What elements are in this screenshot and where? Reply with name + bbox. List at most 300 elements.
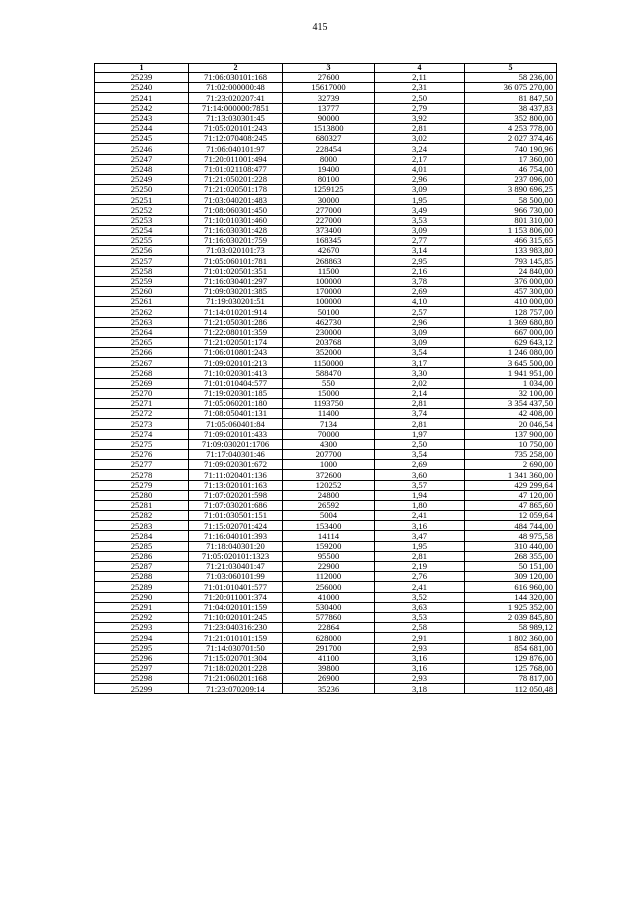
table-row — [95, 623, 557, 633]
row-number-cell: 25241 — [95, 93, 189, 103]
value-cell: 2 027 374,46 — [465, 134, 557, 144]
rate-cell: 2,19 — [375, 562, 465, 572]
value-cell: 58 989,12 — [465, 623, 557, 633]
area-cell: 95500 — [283, 551, 375, 561]
value-cell: 484 744,00 — [465, 521, 557, 531]
value-cell: 32 100,00 — [465, 388, 557, 398]
value-cell: 352 800,00 — [465, 113, 557, 123]
area-cell: 256000 — [283, 582, 375, 592]
row-number-cell: 25294 — [95, 633, 189, 643]
table-row — [95, 511, 557, 521]
value-cell: 42 408,00 — [465, 409, 557, 419]
table-row — [95, 103, 557, 113]
table-row — [95, 562, 557, 572]
area-cell: 39800 — [283, 663, 375, 673]
table-row — [95, 480, 557, 490]
cadastral-number-cell: 71:03:040201:483 — [189, 195, 283, 205]
rate-cell: 2,58 — [375, 623, 465, 633]
table-header-row — [95, 64, 557, 73]
row-number-cell: 25291 — [95, 602, 189, 612]
value-cell: 3 645 500,00 — [465, 358, 557, 368]
row-number-cell: 25254 — [95, 225, 189, 235]
rate-cell: 2,41 — [375, 511, 465, 521]
area-cell: 168345 — [283, 236, 375, 246]
rate-cell: 3,54 — [375, 348, 465, 358]
area-cell: 207700 — [283, 449, 375, 459]
row-number-cell: 25262 — [95, 307, 189, 317]
cadastral-number-cell: 71:14:000000:7851 — [189, 103, 283, 113]
cadastral-number-cell: 71:02:000000:48 — [189, 83, 283, 93]
rate-cell: 2,16 — [375, 266, 465, 276]
table-row — [95, 73, 557, 83]
value-cell: 81 847,50 — [465, 93, 557, 103]
row-number-cell: 25259 — [95, 276, 189, 286]
area-cell: 1513800 — [283, 123, 375, 133]
area-cell: 30000 — [283, 195, 375, 205]
rate-cell: 2,96 — [375, 317, 465, 327]
area-cell: 372600 — [283, 470, 375, 480]
cadastral-number-cell: 71:10:020101:245 — [189, 612, 283, 622]
value-cell: 793 145,85 — [465, 256, 557, 266]
table-row — [95, 256, 557, 266]
table-row — [95, 378, 557, 388]
value-cell: 410 000,00 — [465, 297, 557, 307]
row-number-cell: 25274 — [95, 429, 189, 439]
rate-cell: 2,41 — [375, 582, 465, 592]
value-cell: 1 034,00 — [465, 378, 557, 388]
table-row — [95, 297, 557, 307]
area-cell: 159200 — [283, 541, 375, 551]
table-row — [95, 460, 557, 470]
area-cell: 41000 — [283, 592, 375, 602]
row-number-cell: 25290 — [95, 592, 189, 602]
row-number-cell: 25250 — [95, 185, 189, 195]
value-cell: 48 975,58 — [465, 531, 557, 541]
table-row — [95, 83, 557, 93]
rate-cell: 2,02 — [375, 378, 465, 388]
value-cell: 1 341 360,00 — [465, 470, 557, 480]
area-cell: 462730 — [283, 317, 375, 327]
row-number-cell: 25295 — [95, 643, 189, 653]
row-number-cell: 25280 — [95, 490, 189, 500]
area-cell: 550 — [283, 378, 375, 388]
table-row — [95, 195, 557, 205]
row-number-cell: 25245 — [95, 134, 189, 144]
cadastral-number-cell: 71:08:060301:450 — [189, 205, 283, 215]
table-row — [95, 653, 557, 663]
table-row — [95, 439, 557, 449]
value-cell: 457 300,00 — [465, 286, 557, 296]
cadastral-number-cell: 71:20:011001:374 — [189, 592, 283, 602]
area-cell: 227000 — [283, 215, 375, 225]
value-cell: 112 050,48 — [465, 684, 557, 694]
value-cell: 735 258,00 — [465, 449, 557, 459]
value-cell: 17 360,00 — [465, 154, 557, 164]
rate-cell: 4,01 — [375, 164, 465, 174]
area-cell: 14114 — [283, 531, 375, 541]
area-cell: 15000 — [283, 388, 375, 398]
area-cell: 170000 — [283, 286, 375, 296]
value-cell: 2 039 845,80 — [465, 612, 557, 622]
cadastral-number-cell: 71:21:030401:47 — [189, 562, 283, 572]
value-cell: 1 925 352,00 — [465, 602, 557, 612]
column-header-3: 3 — [283, 64, 375, 73]
table-row — [95, 409, 557, 419]
value-cell: 629 643,12 — [465, 337, 557, 347]
rate-cell: 3,54 — [375, 449, 465, 459]
area-cell: 41100 — [283, 653, 375, 663]
value-cell: 137 900,00 — [465, 429, 557, 439]
rate-cell: 2,81 — [375, 123, 465, 133]
area-cell: 577860 — [283, 612, 375, 622]
cadastral-number-cell: 71:17:040301:46 — [189, 449, 283, 459]
row-number-cell: 25240 — [95, 83, 189, 93]
value-cell: 38 437,83 — [465, 103, 557, 113]
area-cell: 19400 — [283, 164, 375, 174]
area-cell: 70000 — [283, 429, 375, 439]
area-cell: 588470 — [283, 368, 375, 378]
area-cell: 8000 — [283, 154, 375, 164]
value-cell: 10 750,00 — [465, 439, 557, 449]
row-number-cell: 25249 — [95, 174, 189, 184]
row-number-cell: 25276 — [95, 449, 189, 459]
cadastral-number-cell: 71:07:030201:686 — [189, 500, 283, 510]
rate-cell: 3,47 — [375, 531, 465, 541]
rate-cell: 3,53 — [375, 215, 465, 225]
rate-cell: 3,16 — [375, 653, 465, 663]
table-row — [95, 531, 557, 541]
table-row — [95, 174, 557, 184]
area-cell: 11400 — [283, 409, 375, 419]
value-cell: 309 120,00 — [465, 572, 557, 582]
cadastral-number-cell: 71:09:030201:385 — [189, 286, 283, 296]
rate-cell: 3,52 — [375, 592, 465, 602]
value-cell: 58 500,00 — [465, 195, 557, 205]
cadastral-number-cell: 71:08:050401:131 — [189, 409, 283, 419]
value-cell: 4 253 778,00 — [465, 123, 557, 133]
row-number-cell: 25263 — [95, 317, 189, 327]
rate-cell: 2,69 — [375, 460, 465, 470]
row-number-cell: 25247 — [95, 154, 189, 164]
rate-cell: 3,14 — [375, 246, 465, 256]
row-number-cell: 25296 — [95, 653, 189, 663]
rate-cell: 2,17 — [375, 154, 465, 164]
table-row — [95, 399, 557, 409]
area-cell: 373400 — [283, 225, 375, 235]
rate-cell: 3,30 — [375, 368, 465, 378]
row-number-cell: 25289 — [95, 582, 189, 592]
row-number-cell: 25268 — [95, 368, 189, 378]
area-cell: 5004 — [283, 511, 375, 521]
table-row — [95, 358, 557, 368]
cadastral-number-cell: 71:01:021108:477 — [189, 164, 283, 174]
value-cell: 58 236,00 — [465, 73, 557, 83]
value-cell: 966 730,00 — [465, 205, 557, 215]
row-number-cell: 25253 — [95, 215, 189, 225]
area-cell: 1000 — [283, 460, 375, 470]
table-row — [95, 388, 557, 398]
value-cell: 740 190,96 — [465, 144, 557, 154]
row-number-cell: 25260 — [95, 286, 189, 296]
row-number-cell: 25297 — [95, 663, 189, 673]
rate-cell: 4,10 — [375, 297, 465, 307]
cadastral-number-cell: 71:12:070408:245 — [189, 134, 283, 144]
row-number-cell: 25275 — [95, 439, 189, 449]
row-number-cell: 25264 — [95, 327, 189, 337]
area-cell: 628000 — [283, 633, 375, 643]
area-cell: 7134 — [283, 419, 375, 429]
cadastral-number-cell: 71:22:080101:359 — [189, 327, 283, 337]
area-cell: 15617000 — [283, 83, 375, 93]
area-cell: 26900 — [283, 674, 375, 684]
row-number-cell: 25298 — [95, 674, 189, 684]
area-cell: 50100 — [283, 307, 375, 317]
area-cell: 277000 — [283, 205, 375, 215]
value-cell: 47 120,00 — [465, 490, 557, 500]
table-row — [95, 134, 557, 144]
table-row — [95, 113, 557, 123]
rate-cell: 3,09 — [375, 225, 465, 235]
row-number-cell: 25242 — [95, 103, 189, 113]
value-cell: 801 310,00 — [465, 215, 557, 225]
rate-cell: 3,78 — [375, 276, 465, 286]
value-cell: 125 768,00 — [465, 663, 557, 673]
area-cell: 120252 — [283, 480, 375, 490]
cadastral-number-cell: 71:01:020501:351 — [189, 266, 283, 276]
column-header-4: 4 — [375, 64, 465, 73]
table-row — [95, 684, 557, 694]
rate-cell: 2,31 — [375, 83, 465, 93]
rate-cell: 3,60 — [375, 470, 465, 480]
value-cell: 50 151,00 — [465, 562, 557, 572]
rate-cell: 2,81 — [375, 419, 465, 429]
row-number-cell: 25293 — [95, 623, 189, 633]
cadastral-number-cell: 71:10:020301:413 — [189, 368, 283, 378]
value-cell: 854 681,00 — [465, 643, 557, 653]
row-number-cell: 25279 — [95, 480, 189, 490]
area-cell: 90000 — [283, 113, 375, 123]
rate-cell: 1,94 — [375, 490, 465, 500]
value-cell: 268 355,00 — [465, 551, 557, 561]
row-number-cell: 25244 — [95, 123, 189, 133]
cadastral-number-cell: 71:09:020101:213 — [189, 358, 283, 368]
cadastral-number-cell: 71:07:020201:598 — [189, 490, 283, 500]
area-cell: 24800 — [283, 490, 375, 500]
cadastral-number-cell: 71:01:030501:151 — [189, 511, 283, 521]
cadastral-number-cell: 71:06:010801:243 — [189, 348, 283, 358]
table-row — [95, 327, 557, 337]
area-cell: 35236 — [283, 684, 375, 694]
cadastral-number-cell: 71:03:060101:99 — [189, 572, 283, 582]
rate-cell: 3,53 — [375, 612, 465, 622]
rate-cell: 3,09 — [375, 327, 465, 337]
row-number-cell: 25273 — [95, 419, 189, 429]
rate-cell: 2,79 — [375, 103, 465, 113]
column-header-1: 1 — [95, 64, 189, 73]
cadastral-number-cell: 71:21:050301:286 — [189, 317, 283, 327]
rate-cell: 2,50 — [375, 439, 465, 449]
cadastral-number-cell: 71:06:030101:168 — [189, 73, 283, 83]
row-number-cell: 25246 — [95, 144, 189, 154]
area-cell: 153400 — [283, 521, 375, 531]
table-row — [95, 215, 557, 225]
area-cell: 680327 — [283, 134, 375, 144]
cadastral-number-cell: 71:18:040301:20 — [189, 541, 283, 551]
area-cell: 26592 — [283, 500, 375, 510]
cadastral-number-cell: 71:18:020201:228 — [189, 663, 283, 673]
value-cell: 429 299,64 — [465, 480, 557, 490]
table-row — [95, 123, 557, 133]
rate-cell: 3,92 — [375, 113, 465, 123]
rate-cell: 3,49 — [375, 205, 465, 215]
value-cell: 1 802 360,00 — [465, 633, 557, 643]
row-number-cell: 25287 — [95, 562, 189, 572]
rate-cell: 3,24 — [375, 144, 465, 154]
rate-cell: 3,09 — [375, 337, 465, 347]
value-cell: 310 440,00 — [465, 541, 557, 551]
table-row — [95, 663, 557, 673]
table-row — [95, 582, 557, 592]
area-cell: 352000 — [283, 348, 375, 358]
rate-cell: 1,95 — [375, 541, 465, 551]
value-cell: 133 983,80 — [465, 246, 557, 256]
table-row — [95, 612, 557, 622]
cadastral-number-cell: 71:01:010404:577 — [189, 378, 283, 388]
row-number-cell: 25252 — [95, 205, 189, 215]
row-number-cell: 25299 — [95, 684, 189, 694]
cadastral-number-cell: 71:16:030301:428 — [189, 225, 283, 235]
row-number-cell: 25278 — [95, 470, 189, 480]
row-number-cell: 25243 — [95, 113, 189, 123]
rate-cell: 2,50 — [375, 93, 465, 103]
value-cell: 24 840,00 — [465, 266, 557, 276]
area-cell: 22900 — [283, 562, 375, 572]
area-cell: 228454 — [283, 144, 375, 154]
table-row — [95, 154, 557, 164]
rate-cell: 2,57 — [375, 307, 465, 317]
cadastral-number-cell: 71:11:020401:136 — [189, 470, 283, 480]
row-number-cell: 25256 — [95, 246, 189, 256]
table-row — [95, 286, 557, 296]
column-header-5: 5 — [465, 64, 557, 73]
row-number-cell: 25282 — [95, 511, 189, 521]
table-row — [95, 541, 557, 551]
table-row — [95, 368, 557, 378]
cadastral-number-cell: 71:21:050201:228 — [189, 174, 283, 184]
table-row — [95, 429, 557, 439]
value-cell: 1 941 951,00 — [465, 368, 557, 378]
table-row — [95, 337, 557, 347]
area-cell: 230000 — [283, 327, 375, 337]
rate-cell: 2,76 — [375, 572, 465, 582]
rate-cell: 2,77 — [375, 236, 465, 246]
row-number-cell: 25277 — [95, 460, 189, 470]
row-number-cell: 25284 — [95, 531, 189, 541]
cadastral-number-cell: 71:16:030401:297 — [189, 276, 283, 286]
cadastral-number-cell: 71:21:020501:174 — [189, 337, 283, 347]
rate-cell: 2,93 — [375, 674, 465, 684]
cadastral-number-cell: 71:09:030201:1706 — [189, 439, 283, 449]
row-number-cell: 25239 — [95, 73, 189, 83]
value-cell: 3 354 437,50 — [465, 399, 557, 409]
area-cell: 203768 — [283, 337, 375, 347]
cadastral-number-cell: 71:09:020101:433 — [189, 429, 283, 439]
value-cell: 129 876,00 — [465, 653, 557, 663]
row-number-cell: 25248 — [95, 164, 189, 174]
cadastral-number-cell: 71:05:020101:243 — [189, 123, 283, 133]
cadastral-number-cell: 71:05:060201:180 — [189, 399, 283, 409]
value-cell: 2 690,00 — [465, 460, 557, 470]
table-row — [95, 419, 557, 429]
value-cell: 20 046,54 — [465, 419, 557, 429]
value-cell: 466 315,65 — [465, 236, 557, 246]
table-row — [95, 307, 557, 317]
row-number-cell: 25283 — [95, 521, 189, 531]
table-row — [95, 490, 557, 500]
value-cell: 128 757,00 — [465, 307, 557, 317]
row-number-cell: 25270 — [95, 388, 189, 398]
table-row — [95, 592, 557, 602]
table-row — [95, 348, 557, 358]
rate-cell: 3,16 — [375, 521, 465, 531]
row-number-cell: 25285 — [95, 541, 189, 551]
rate-cell: 2,96 — [375, 174, 465, 184]
cadastral-number-cell: 71:23:040316:230 — [189, 623, 283, 633]
area-cell: 268863 — [283, 256, 375, 266]
row-number-cell: 25272 — [95, 409, 189, 419]
table-row — [95, 276, 557, 286]
area-cell: 13777 — [283, 103, 375, 113]
area-cell: 112000 — [283, 572, 375, 582]
rate-cell: 2,69 — [375, 286, 465, 296]
cadastral-number-cell: 71:13:020101:163 — [189, 480, 283, 490]
rate-cell: 2,95 — [375, 256, 465, 266]
area-cell: 100000 — [283, 276, 375, 286]
cadastral-number-cell: 71:19:020301:185 — [189, 388, 283, 398]
rate-cell: 1,80 — [375, 500, 465, 510]
rate-cell: 3,18 — [375, 684, 465, 694]
rate-cell: 1,95 — [375, 195, 465, 205]
table-row — [95, 93, 557, 103]
value-cell: 144 320,00 — [465, 592, 557, 602]
row-number-cell: 25267 — [95, 358, 189, 368]
rate-cell: 2,81 — [375, 399, 465, 409]
table-row — [95, 236, 557, 246]
value-cell: 616 960,00 — [465, 582, 557, 592]
table-row — [95, 317, 557, 327]
table-row — [95, 551, 557, 561]
table-row — [95, 185, 557, 195]
rate-cell: 3,09 — [375, 185, 465, 195]
area-cell: 22864 — [283, 623, 375, 633]
table-row — [95, 521, 557, 531]
table-body — [95, 73, 557, 694]
column-header-2: 2 — [189, 64, 283, 73]
area-cell: 100000 — [283, 297, 375, 307]
value-cell: 12 059,64 — [465, 511, 557, 521]
row-number-cell: 25288 — [95, 572, 189, 582]
value-cell: 3 890 696,25 — [465, 185, 557, 195]
cadastral-number-cell: 71:05:060101:781 — [189, 256, 283, 266]
row-number-cell: 25286 — [95, 551, 189, 561]
value-cell: 47 865,60 — [465, 500, 557, 510]
row-number-cell: 25271 — [95, 399, 189, 409]
rate-cell: 3,16 — [375, 663, 465, 673]
table-row — [95, 633, 557, 643]
row-number-cell: 25251 — [95, 195, 189, 205]
area-cell: 27600 — [283, 73, 375, 83]
rate-cell: 2,91 — [375, 633, 465, 643]
